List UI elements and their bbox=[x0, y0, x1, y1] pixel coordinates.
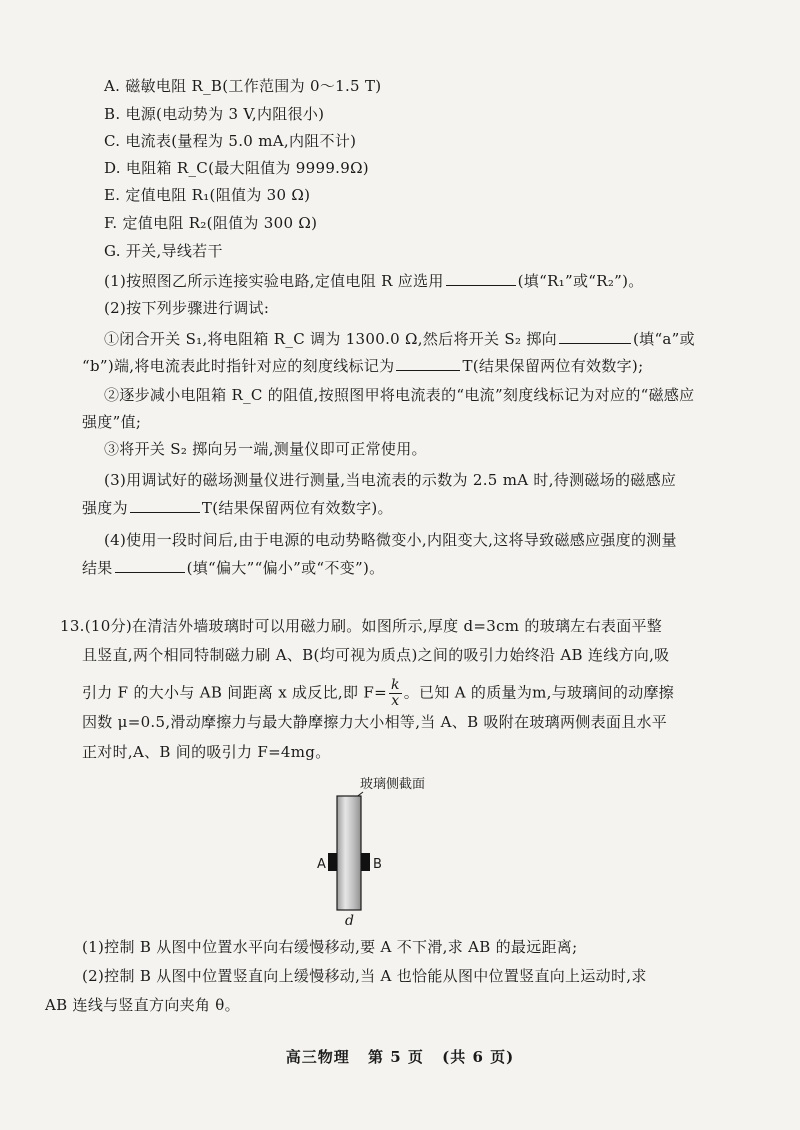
q12-step2-cont: 强度”值; bbox=[82, 413, 142, 431]
magnet-b bbox=[361, 853, 370, 871]
equipment-b: B. 电源(电动势为 3 V,内阻很小) bbox=[104, 105, 325, 123]
q12-step1-text: ①闭合开关 S₁,将电阻箱 R_C 调为 1300.0 Ω,然后将开关 S₂ 掷向 bbox=[104, 330, 557, 348]
magnet-a bbox=[328, 853, 337, 871]
q13-line3-tail: 。已知 A 的质量为m,与玻璃间的动摩擦 bbox=[403, 683, 675, 702]
q13-line4: 因数 μ=0.5,滑动摩擦力与最大静摩擦力大小相等,当 A、B 吸附在玻璃两侧表面且水平 bbox=[82, 713, 668, 731]
footer-page-total: (共 6 页) bbox=[442, 1048, 515, 1066]
fraction-denominator: x bbox=[391, 693, 400, 709]
q12-part1-tail: (填“R₁”或“R₂”)。 bbox=[517, 272, 644, 290]
q13-line5: 正对时,A、B 间的吸引力 F=4mg。 bbox=[82, 743, 331, 761]
q12-part3-cont-text: 强度为 bbox=[82, 499, 128, 517]
equipment-e: E. 定值电阻 R₁(阻值为 30 Ω) bbox=[104, 186, 311, 204]
label-d: d bbox=[345, 913, 354, 929]
q13-sub1: (1)控制 B 从图中位置水平向右缓慢移动,要 A 不下滑,求 AB 的最远距离; bbox=[82, 938, 578, 956]
q12-step1-cont-tail: T(结果保留两位有效数字); bbox=[462, 357, 644, 375]
label-a: A bbox=[317, 857, 326, 872]
figure-caption: 玻璃侧截面 bbox=[360, 777, 426, 792]
label-b: B bbox=[373, 857, 382, 872]
footer-page-number: 第 5 页 bbox=[368, 1048, 424, 1066]
q13-line2: 且竖直,两个相同特制磁力刷 A、B(均可视为质点)之间的吸引力始终沿 AB 连线方向,吸 bbox=[82, 646, 670, 664]
footer-subject: 高三物理 bbox=[285, 1048, 350, 1066]
q13-sub2: (2)控制 B 从图中位置竖直向上缓慢移动,当 A 也恰能从图中位置竖直向上运动时,求 bbox=[82, 967, 647, 985]
q12-part3-cont-tail: T(结果保留两位有效数字)。 bbox=[201, 499, 393, 517]
answer-blank-3[interactable] bbox=[396, 355, 460, 371]
equipment-c: C. 电流表(量程为 5.0 mA,内阻不计) bbox=[104, 132, 357, 150]
q12-step1-cont-text: “b”)端,将电流表此时指针对应的刻度线标记为 bbox=[82, 357, 395, 375]
equipment-d: D. 电阻箱 R_C(最大阻值为 9999.9Ω) bbox=[104, 159, 369, 177]
page-footer bbox=[0, 1046, 800, 1067]
equipment-f: F. 定值电阻 R₂(阻值为 300 Ω) bbox=[104, 214, 318, 232]
glass-cross-section-figure bbox=[300, 770, 500, 930]
q12-part2: (2)按下列步骤进行调试: bbox=[104, 299, 270, 317]
q12-step2: ②逐步减小电阻箱 R_C 的阻值,按照图甲将电流表的“电流”刻度线标记为对应的“磁感应 bbox=[104, 386, 695, 404]
q12-part4-cont-tail: (填“偏大”“偏小”或“不变”)。 bbox=[186, 559, 385, 577]
q12-step1 bbox=[104, 328, 695, 349]
q12-step1-tail: (填“a”或 bbox=[633, 330, 695, 348]
force-fraction bbox=[389, 678, 402, 709]
fraction-numerator: k bbox=[390, 677, 400, 693]
q12-part1 bbox=[104, 270, 644, 291]
answer-blank-5[interactable] bbox=[115, 557, 185, 573]
q13-line3 bbox=[82, 678, 674, 709]
q12-part4: (4)使用一段时间后,由于电源的电动势略微变小,内阻变大,这将导致磁感应强度的测量 bbox=[104, 531, 677, 549]
q13-sub2-cont: AB 连线与竖直方向夹角 θ。 bbox=[45, 996, 240, 1014]
answer-blank-4[interactable] bbox=[130, 497, 200, 513]
glass-pane bbox=[337, 796, 361, 910]
q13-line1: 13.(10分)在清洁外墙玻璃时可以用磁力刷。如图所示,厚度 d=3cm 的玻璃左右表面平整 bbox=[60, 617, 663, 635]
q12-part4-cont bbox=[82, 557, 384, 578]
answer-blank-2[interactable] bbox=[559, 328, 631, 344]
q12-part3: (3)用调试好的磁场测量仪进行测量,当电流表的示数为 2.5 mA 时,待测磁场的磁感应 bbox=[104, 471, 677, 489]
q12-part3-cont bbox=[82, 497, 393, 518]
q12-step1-cont bbox=[82, 355, 643, 376]
q13-line3-text: 引力 F 的大小与 AB 间距离 x 成反比,即 F= bbox=[82, 683, 387, 702]
answer-blank-1[interactable] bbox=[446, 270, 516, 286]
q12-step3: ③将开关 S₂ 掷向另一端,测量仪即可正常使用。 bbox=[104, 440, 427, 458]
q12-part1-text: (1)按照图乙所示连接实验电路,定值电阻 R 应选用 bbox=[104, 272, 444, 290]
q12-part4-cont-text: 结果 bbox=[82, 559, 113, 577]
equipment-g: G. 开关,导线若干 bbox=[104, 242, 223, 260]
equipment-a: A. 磁敏电阻 R_B(工作范围为 0～1.5 T) bbox=[104, 77, 382, 95]
